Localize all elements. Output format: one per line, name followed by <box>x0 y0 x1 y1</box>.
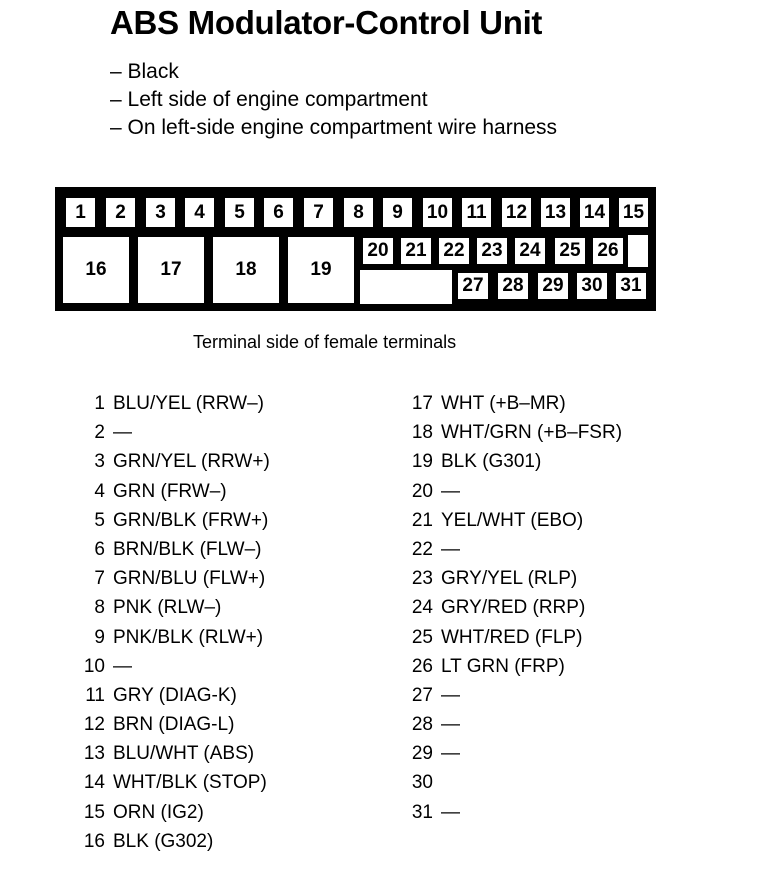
terminal-number: 6 <box>94 538 105 560</box>
terminal-6: 6 <box>261 195 296 230</box>
wire-row-31 <box>411 801 622 831</box>
wire-row-26 <box>411 655 622 685</box>
wire-description: — <box>441 684 460 706</box>
wire-row-9 <box>94 626 270 656</box>
terminal-number: 22 <box>411 538 433 560</box>
terminal-number: 8 <box>94 597 105 619</box>
terminal-13: 13 <box>538 195 573 230</box>
terminal-number: 16 <box>83 830 105 852</box>
terminal-number: 25 <box>411 626 433 648</box>
terminal-7: 7 <box>301 195 336 230</box>
wire-row-14 <box>83 772 270 801</box>
terminal-23: 23 <box>474 235 510 267</box>
wire-row-16 <box>83 830 270 860</box>
wire-description: WHT/GRN (+B–FSR) <box>441 422 623 444</box>
terminal-number: 12 <box>83 714 105 736</box>
terminal-number: 14 <box>83 772 105 794</box>
terminal-10: 10 <box>420 195 455 230</box>
terminal-number: 30 <box>411 772 433 794</box>
wire-row-12 <box>83 714 270 743</box>
wire-row-22 <box>411 538 622 568</box>
wire-description: BRN (DIAG-L) <box>113 714 235 736</box>
connector-blank-bottom <box>360 270 452 304</box>
terminal-31: 31 <box>613 270 649 302</box>
wire-description: — <box>441 714 460 736</box>
wire-row-20 <box>411 480 622 510</box>
wire-description: — <box>113 655 132 677</box>
wire-row-11 <box>85 684 270 714</box>
notes-list <box>110 58 557 142</box>
wire-description: PNK/BLK (RLW+) <box>113 626 264 648</box>
wire-row-27 <box>411 684 622 714</box>
terminal-20: 20 <box>360 235 396 267</box>
terminal-4: 4 <box>182 195 217 230</box>
terminal-number: 24 <box>411 597 433 619</box>
terminal-21: 21 <box>398 235 434 267</box>
wire-description: — <box>441 480 460 502</box>
terminal-17: 17 <box>135 234 207 306</box>
wire-list-right <box>411 393 623 831</box>
connector-face-diagram <box>55 187 656 311</box>
terminal-27: 27 <box>455 270 491 302</box>
terminal-number: 31 <box>411 801 433 823</box>
terminal-number: 7 <box>94 568 105 590</box>
terminal-28: 28 <box>495 270 531 302</box>
wire-description: WHT/BLK (STOP) <box>113 772 267 794</box>
wire-row-7 <box>94 568 270 597</box>
wire-description: GRY (DIAG-K) <box>113 684 237 706</box>
terminal-1: 1 <box>63 195 98 230</box>
terminal-11: 11 <box>459 195 494 230</box>
terminal-number: 26 <box>411 655 433 677</box>
terminal-8: 8 <box>341 195 376 230</box>
wire-description: — <box>441 801 460 823</box>
terminal-25: 25 <box>552 235 588 267</box>
wire-row-13 <box>83 743 270 772</box>
terminal-number: 4 <box>94 480 105 502</box>
wire-row-24 <box>411 597 622 626</box>
page-title: ABS Modulator-Control Unit <box>110 4 543 41</box>
terminal-5: 5 <box>222 195 257 230</box>
terminal-9: 9 <box>380 195 415 230</box>
wire-description: GRY/RED (RRP) <box>441 597 586 619</box>
terminal-number: 21 <box>411 509 433 531</box>
terminal-number: 28 <box>411 714 433 736</box>
terminal-15: 15 <box>616 195 651 230</box>
wire-description: LT GRN (FRP) <box>441 655 565 677</box>
wire-row-28 <box>411 714 622 743</box>
terminal-number: 10 <box>83 655 105 677</box>
wire-description: GRN/BLK (FRW+) <box>113 509 269 531</box>
terminal-number: 17 <box>411 393 433 414</box>
note-location: – Left side of engine compartment <box>110 88 428 111</box>
wire-description: — <box>113 422 132 444</box>
terminal-22: 22 <box>436 235 472 267</box>
wire-description: GRN/BLU (FLW+) <box>113 568 266 590</box>
wire-description: GRN (FRW–) <box>113 480 227 502</box>
connector-blank-right <box>628 235 648 267</box>
wire-description: WHT (+B–MR) <box>441 393 566 414</box>
terminal-number: 15 <box>83 801 105 823</box>
wire-description: BLU/YEL (RRW–) <box>113 393 264 414</box>
terminal-24: 24 <box>512 235 548 267</box>
wire-description: PNK (RLW–) <box>113 597 222 619</box>
terminal-26: 26 <box>590 235 626 267</box>
terminal-2: 2 <box>103 195 138 230</box>
wire-row-4 <box>94 480 270 510</box>
note-color: – Black <box>110 60 179 83</box>
terminal-number: 5 <box>94 509 105 531</box>
wire-row-2 <box>94 422 270 451</box>
terminal-3: 3 <box>143 195 178 230</box>
terminal-12: 12 <box>499 195 534 230</box>
terminal-30: 30 <box>574 270 610 302</box>
wire-row-25 <box>411 626 622 656</box>
terminal-number: 18 <box>411 422 433 444</box>
terminal-number: 27 <box>411 684 433 706</box>
wire-row-3 <box>94 451 270 480</box>
terminal-number: 13 <box>83 743 105 765</box>
terminal-29: 29 <box>535 270 571 302</box>
terminal-number: 11 <box>85 684 105 706</box>
wire-row-1 <box>94 393 270 422</box>
wire-description: GRY/YEL (RLP) <box>441 568 578 590</box>
terminal-number: 1 <box>94 393 105 414</box>
wire-description: — <box>441 743 460 765</box>
terminal-number: 19 <box>411 451 433 473</box>
terminal-number: 29 <box>411 743 433 765</box>
wire-row-15 <box>83 801 270 831</box>
wire-description: BLK (G301) <box>441 451 542 473</box>
wire-row-21 <box>411 509 622 539</box>
wire-description: WHT/RED (FLP) <box>441 626 583 648</box>
wire-description: — <box>441 538 460 560</box>
wire-row-5 <box>94 509 270 539</box>
wire-row-19 <box>411 451 622 480</box>
wire-row-6 <box>94 538 270 568</box>
note-harness: – On left-side engine compartment wire harness <box>110 116 558 139</box>
wire-row-29 <box>411 743 622 772</box>
wire-row-18 <box>411 422 623 451</box>
wire-row-23 <box>411 568 622 597</box>
terminal-number: 20 <box>411 480 433 502</box>
wire-description: BRN/BLK (FLW–) <box>113 538 262 560</box>
terminal-14: 14 <box>577 195 612 230</box>
wire-description: BLU/WHT (ABS) <box>113 743 255 765</box>
terminal-16: 16 <box>60 234 132 306</box>
wire-row-30 <box>411 772 622 801</box>
wire-row-17 <box>411 393 622 422</box>
terminal-number: 23 <box>411 568 433 590</box>
wire-row-10 <box>83 655 270 685</box>
terminal-number: 2 <box>94 422 105 444</box>
terminal-number: 3 <box>94 451 105 473</box>
connector-caption: Terminal side of female terminals <box>193 332 457 352</box>
terminal-19: 19 <box>285 234 357 306</box>
wire-description: GRN/YEL (RRW+) <box>113 451 270 473</box>
wire-description: ORN (IG2) <box>113 801 204 823</box>
wire-row-8 <box>94 597 270 626</box>
wire-description: YEL/WHT (EBO) <box>441 509 584 531</box>
wire-list-left <box>83 393 270 860</box>
wire-description: BLK (G302) <box>113 830 214 852</box>
terminal-18: 18 <box>210 234 282 306</box>
terminal-number: 9 <box>94 626 105 648</box>
